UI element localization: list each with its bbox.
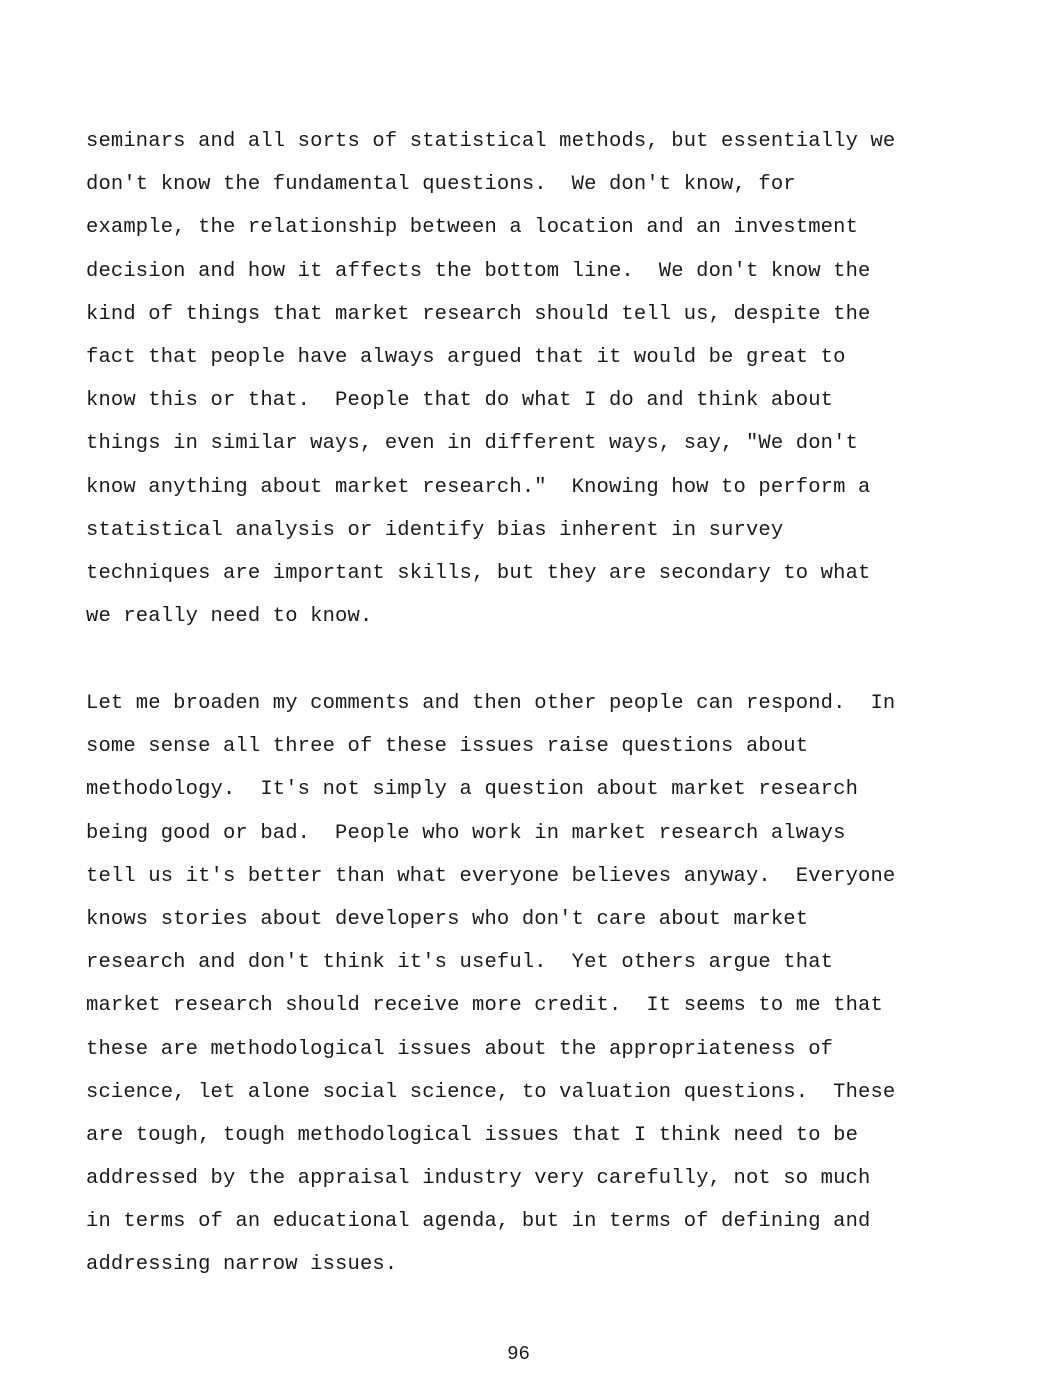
text-line: knows stories about developers who don't care about market: [86, 907, 809, 931]
text-line: some sense all three of these issues raise questions about: [86, 735, 809, 759]
text-line: we really need to know.: [86, 605, 373, 629]
text-line: Let me broaden my comments and then other people can respond. In: [86, 692, 896, 715]
text-line: kind of things that market research should tell us, despite the: [86, 302, 871, 326]
text-line: seminars and all sorts of statistical methods, but essentially we: [86, 130, 896, 153]
text-line: addressing narrow issues.: [86, 1253, 398, 1277]
text-line: tell us it's better than what everyone believes anyway. Everyone: [86, 864, 896, 888]
text-line: know this or that. People that do what I do and think about: [86, 389, 834, 413]
text-line: statistical analysis or identify bias inherent in survey: [86, 518, 784, 542]
text-line: fact that people have always argued that it would be great to: [86, 345, 846, 369]
text-line: market research should receive more credit. It seems to me that: [86, 994, 883, 1018]
text-line: addressed by the appraisal industry very carefully, not so much: [86, 1167, 871, 1191]
page-number: 96: [507, 1343, 530, 1365]
text-line: things in similar ways, even in different ways, say, "We don't: [86, 432, 859, 456]
text-line: science, let alone social science, to valuation questions. These: [86, 1080, 896, 1104]
text-line: are tough, tough methodological issues that I think need to be: [86, 1123, 859, 1147]
paragraph: [86, 120, 895, 638]
text-line: in terms of an educational agenda, but in terms of defining and: [86, 1210, 871, 1234]
text-line: methodology. It's not simply a question about market research: [86, 778, 859, 802]
text-line: don't know the fundamental questions. We don't know, for: [86, 173, 796, 197]
text-line: example, the relationship between a location and an investment: [86, 216, 859, 240]
paragraph: [86, 682, 895, 1287]
text-line: techniques are important skills, but they are secondary to what: [86, 561, 871, 585]
text-line: decision and how it affects the bottom line. We don't know the: [86, 259, 871, 283]
text-line: these are methodological issues about the appropriateness of: [86, 1037, 834, 1061]
text-line: being good or bad. People who work in market research always: [86, 821, 846, 845]
text-line: know anything about market research." Knowing how to perform a: [86, 475, 871, 499]
text-line: research and don't think it's useful. Yet others argue that: [86, 951, 834, 975]
